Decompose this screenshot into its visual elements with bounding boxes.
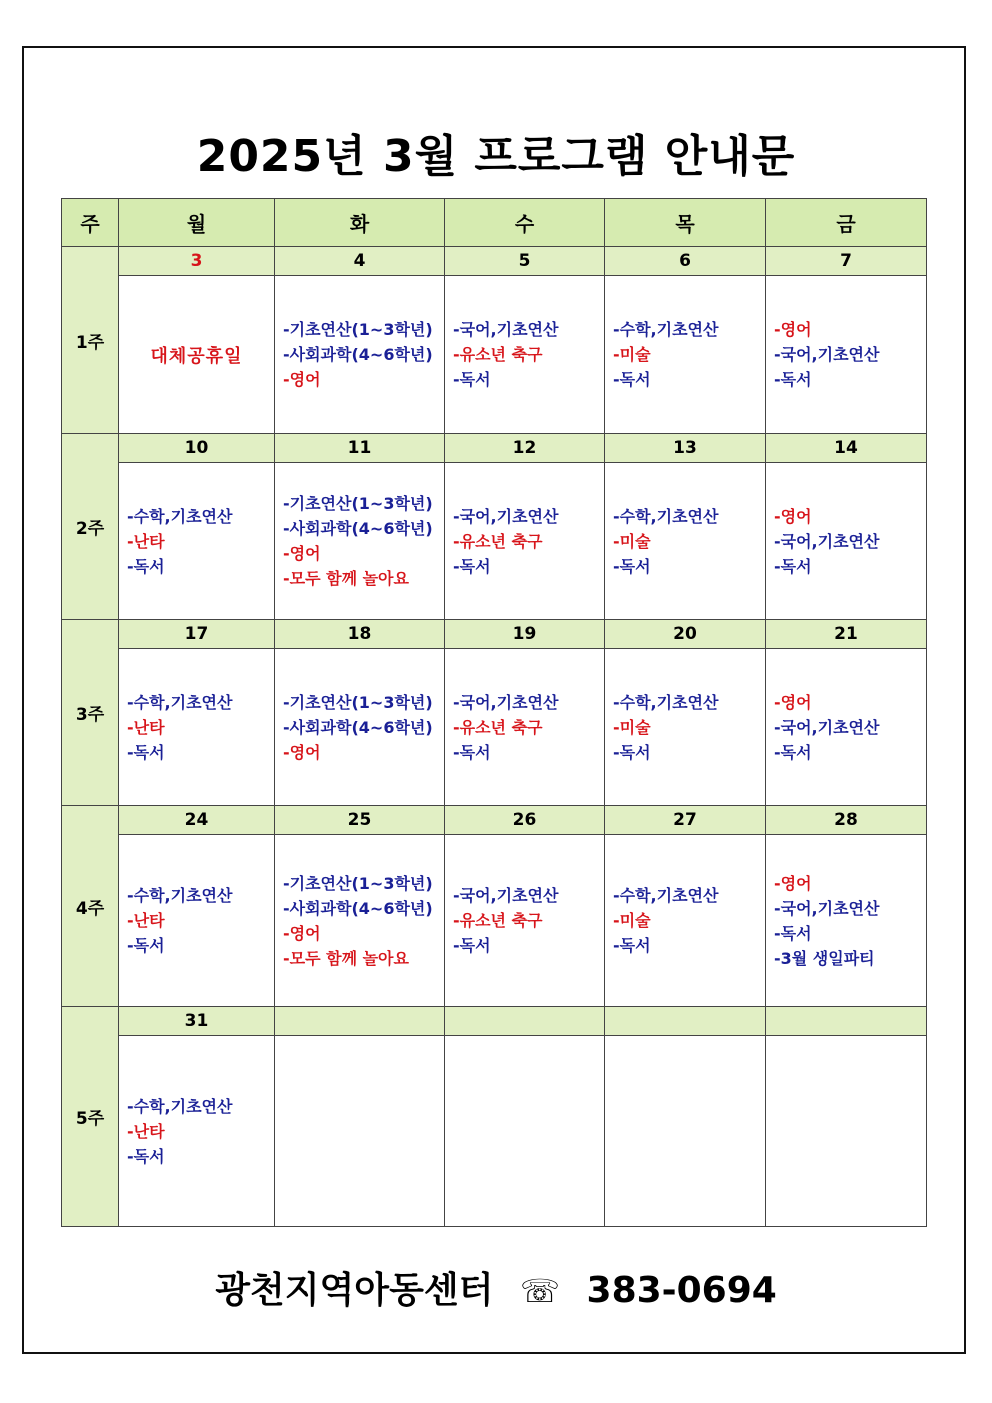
program-cell [275,1036,445,1227]
program-item: -국어,기초연산 [774,898,880,918]
program-item: -기초연산(1~3학년) [283,320,433,339]
program-cell [766,1036,927,1227]
date-cell: 10 [119,434,275,463]
program-cell [766,276,927,434]
program-item: -유소년 축구 [453,911,543,930]
date-cell: 18 [275,620,445,649]
program-list [766,690,926,765]
program-item: -사회과학(4~6학년) [283,898,433,918]
program-item: -독서 [453,370,491,389]
program-item: -미술 [613,531,651,551]
week-label: 4주 [62,806,119,1007]
program-item: -모두 함께 놀아요 [283,569,409,588]
footer [0,1262,992,1313]
program-item: -영어 [283,923,321,943]
program-item: -영어 [283,742,321,762]
program-item: -사회과학(4~6학년) [283,345,433,364]
program-item: -독서 [613,370,651,389]
program-item: -독서 [127,1146,165,1166]
program-item: -미술 [613,717,651,737]
program-item: -영어 [774,320,812,339]
program-item: -수학,기초연산 [127,692,233,712]
program-item: -독서 [613,556,651,576]
program-item: -미술 [613,345,651,364]
program-item: -사회과학(4~6학년) [283,717,433,737]
program-item: -독서 [127,936,165,955]
program-item: -유소년 축구 [453,531,543,551]
program-cell [119,1036,275,1227]
program-item: -독서 [774,370,812,389]
program-cell [119,835,275,1007]
program-list [445,883,604,958]
date-cell [605,1007,766,1036]
program-item: -독서 [453,936,491,955]
date-cell: 24 [119,806,275,835]
date-cell: 12 [445,434,605,463]
program-item: -영어 [774,506,812,526]
program-cell [275,463,445,620]
program-cell [275,835,445,1007]
date-row [62,434,927,463]
program-item: -수학,기초연산 [613,692,719,712]
program-item: -난타 [127,531,165,551]
program-item: -기초연산(1~3학년) [283,692,433,712]
date-cell [275,1007,445,1036]
date-row [62,806,927,835]
program-cell [445,463,605,620]
program-item: -3월 생일파티 [774,948,875,968]
program-list [119,1094,274,1169]
date-cell: 13 [605,434,766,463]
program-cell [605,835,766,1007]
program-cell [766,835,927,1007]
program-item: -수학,기초연산 [127,1096,233,1116]
program-list [445,317,604,392]
program-item: -독서 [774,742,812,762]
date-cell: 31 [119,1007,275,1036]
program-cell [766,649,927,806]
date-row [62,247,927,276]
program-cell [605,463,766,620]
program-item: -수학,기초연산 [127,886,233,905]
program-item: -독서 [613,936,651,955]
header-fri: 금 [766,199,927,247]
program-item: -영어 [283,544,321,563]
program-item: -독서 [774,923,812,943]
program-list [605,690,765,765]
date-cell: 11 [275,434,445,463]
program-list [766,504,926,579]
program-item: -사회과학(4~6학년) [283,519,433,538]
program-cell [119,649,275,806]
program-cell [605,649,766,806]
program-row [62,463,927,620]
header-thu: 목 [605,199,766,247]
program-cell [445,835,605,1007]
center-name: 광천지역아동센터 [215,1270,494,1311]
program-list [766,317,926,392]
program-item: -영어 [774,873,812,893]
program-item: -국어,기초연산 [453,506,559,526]
program-item: -난타 [127,911,165,930]
phone-number: 383-0694 [586,1270,777,1311]
program-item: -난타 [127,717,165,737]
program-item: -유소년 축구 [453,717,543,737]
program-list [445,504,604,579]
date-cell [766,1007,927,1036]
header-wed: 수 [445,199,605,247]
header-week: 주 [62,199,119,247]
program-item: -독서 [127,556,165,576]
date-cell [445,1007,605,1036]
date-cell: 6 [605,247,766,276]
program-row [62,649,927,806]
program-cell [119,276,275,434]
program-item: -국어,기초연산 [774,531,880,551]
program-item: -수학,기초연산 [613,506,719,526]
week-label: 1주 [62,247,119,434]
program-list [275,690,444,765]
header-tue: 화 [275,199,445,247]
program-cell [605,276,766,434]
program-row [62,1036,927,1227]
program-item: -국어,기초연산 [453,886,559,905]
header-mon: 월 [119,199,275,247]
date-cell: 3 [119,247,275,276]
program-list [119,883,274,958]
program-item: -국어,기초연산 [774,345,880,364]
program-cell [766,463,927,620]
program-row [62,276,927,434]
program-cell [445,276,605,434]
date-row [62,620,927,649]
date-cell: 4 [275,247,445,276]
program-item: -독서 [453,556,491,576]
program-cell [275,276,445,434]
date-cell: 19 [445,620,605,649]
program-list [275,317,444,392]
date-cell: 20 [605,620,766,649]
program-list [605,317,765,392]
week-label: 3주 [62,620,119,806]
date-cell: 27 [605,806,766,835]
date-cell: 7 [766,247,927,276]
program-row [62,835,927,1007]
date-cell: 21 [766,620,927,649]
program-item: -수학,기초연산 [613,320,719,339]
program-list [766,871,926,971]
program-item: -기초연산(1~3학년) [283,873,433,893]
program-item: -독서 [613,742,651,762]
program-cell [275,649,445,806]
program-item: -미술 [613,911,651,930]
page-title: 2025년 3월 프로그램 안내문 [196,131,796,182]
program-item: -국어,기초연산 [774,717,880,737]
date-cell: 25 [275,806,445,835]
program-list [605,504,765,579]
date-cell: 14 [766,434,927,463]
program-item: -독서 [774,556,812,576]
program-cell [119,463,275,620]
week-label: 2주 [62,434,119,620]
program-cell [445,1036,605,1227]
program-item: -국어,기초연산 [453,692,559,712]
weekday-header-row [62,199,927,247]
program-item: -기초연산(1~3학년) [283,494,433,513]
program-cell [445,649,605,806]
telephone-icon: ☏ [519,1272,560,1310]
program-list [445,690,604,765]
program-item: -난타 [127,1121,165,1141]
program-item: -독서 [453,742,491,762]
date-cell: 5 [445,247,605,276]
program-list [119,504,274,579]
holiday-label: 대체공휴일 [150,345,243,367]
program-list [275,871,444,971]
program-item: -영어 [283,370,321,389]
program-item: -모두 함께 놀아요 [283,948,409,968]
program-list [119,690,274,765]
program-item: -수학,기초연산 [127,506,233,526]
program-item: -영어 [774,692,812,712]
week-label: 5주 [62,1007,119,1227]
date-cell: 28 [766,806,927,835]
date-row [62,1007,927,1036]
program-item: -국어,기초연산 [453,320,559,339]
program-item: -유소년 축구 [453,345,543,364]
program-list [605,883,765,958]
program-cell [605,1036,766,1227]
date-cell: 26 [445,806,605,835]
program-item: -수학,기초연산 [613,886,719,905]
program-calendar [61,198,927,1227]
date-cell: 17 [119,620,275,649]
program-item: -독서 [127,742,165,762]
program-list [275,491,444,591]
